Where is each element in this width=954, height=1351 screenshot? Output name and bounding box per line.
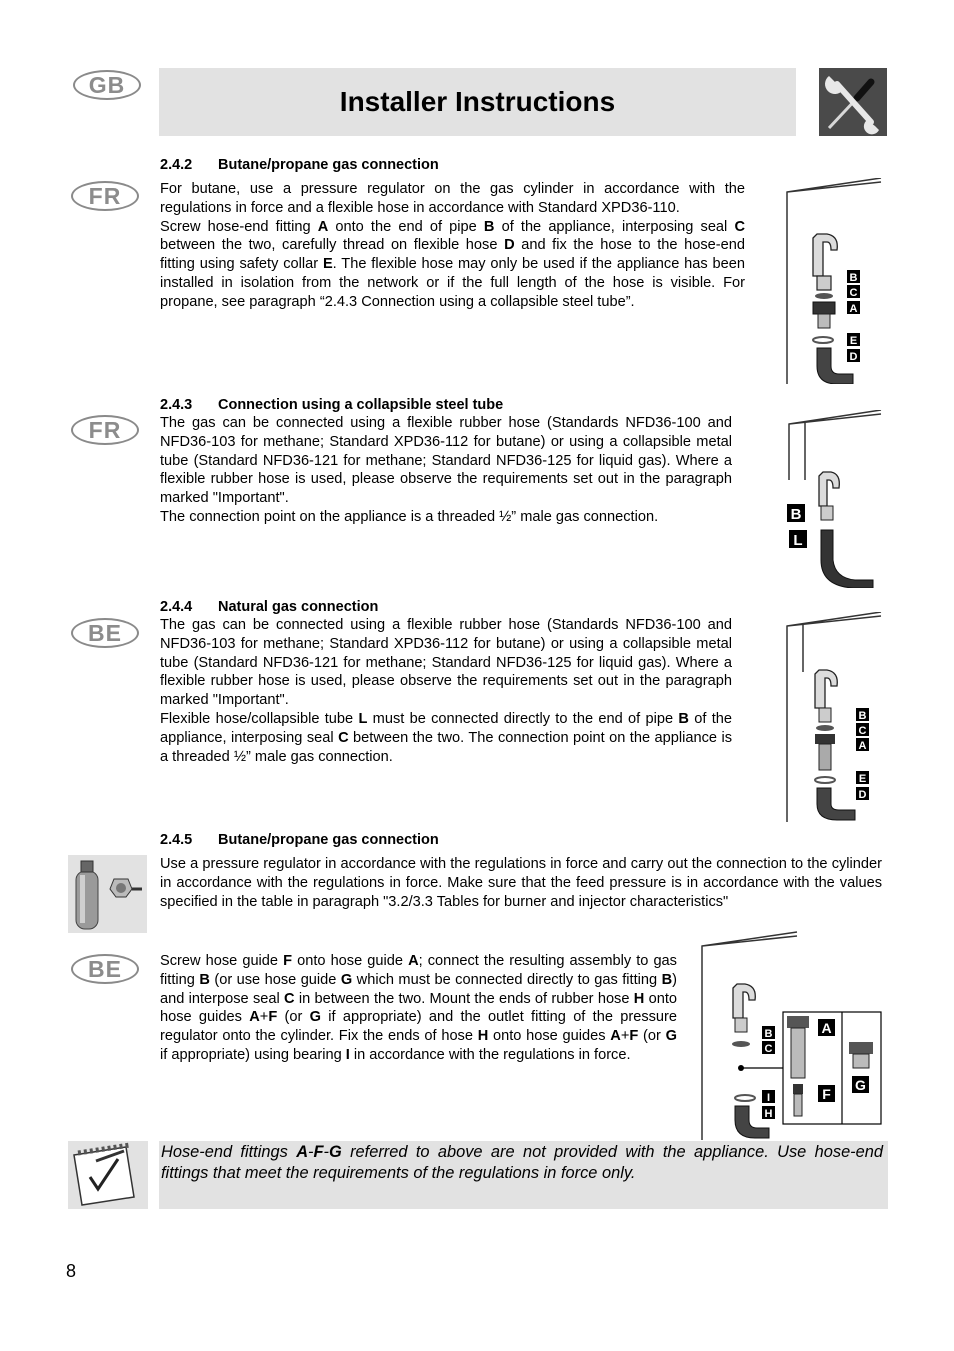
figure-label-b <box>787 504 805 523</box>
svg-text:C: C <box>764 1043 773 1055</box>
svg-text:B: B <box>764 1028 773 1040</box>
country-badge-fr: FR <box>71 415 139 445</box>
svg-text:E: E <box>858 773 867 785</box>
svg-text:H: H <box>764 1108 773 1120</box>
svg-text:D: D <box>849 351 858 363</box>
figure-label-b <box>856 708 869 722</box>
svg-text:E: E <box>849 335 858 347</box>
svg-text:A: A <box>849 303 858 315</box>
note-pad-icon <box>68 1141 148 1209</box>
svg-text:D: D <box>858 789 867 801</box>
section-paragraph: The gas can be connected using a flexible rubber hose (Standards NFD36-100 and NFD36-103 for methane; Standard XPD36-112 for butane) or using a collapsible metal tube (Standard NFD36-121 for methane; Standard NFD36-125 for liquid gas). Where a flexible rubber hose is used, please observe the requirements set out in the paragraph marked "Important". The connection point on the appliance is a threaded ½” male gas connection. <box>160 415 732 525</box>
figure-label-b <box>762 1026 775 1040</box>
svg-text:A: A <box>821 1020 832 1036</box>
section-paragraph: Screw hose guide F onto hose guide A; connect the resulting assembly to gas fitting B (or use hose guide G which must be connected directly to gas fitting B) and interpose seal C in between the two. Mount the ends of rubber hose H onto hose guides A+F (or G if appropriate) and the outlet fitting of the pressure regulator onto the cylinder. Fix the ends of hose H onto hose guides A+F (or G if appropriate) using bearing I in accordance with the regulations in force. <box>160 953 678 1063</box>
country-badge-be: BE <box>71 618 139 648</box>
page-title: Installer Instructions <box>339 86 616 117</box>
country-badge-fr: FR <box>71 181 139 211</box>
svg-text:F: F <box>822 1086 831 1102</box>
section-heading: 2.4.4 Natural gas connection <box>160 599 379 615</box>
section-paragraph: For butane, use a pressure regulator on the gas cylinder in accordance with the regulations in force and a flexible hose in accordance with Standard XPD36-110. Screw hose-end fitting A onto the end of pipe B of the appliance, interposing seal C between the two, carefully thread on flexible hose D and fix the hose to the hose-end fitting using safety collar E. The flexible hose may only be used if the appliance has been installed in isolation from the network or if the full length of the hose is visible. For propane, see paragraph “2.4.3 Connection using a collapsible steel tube”. <box>160 181 745 310</box>
svg-text:L: L <box>793 532 803 549</box>
figure-label-a <box>856 738 869 752</box>
connection-diagram-3 <box>783 612 883 822</box>
note-text: Hose-end fittings A-F-G referred to above are not provided with the appliance. Use hose-end fittings that meet the requirements of the regulations in force only. <box>161 1143 883 1182</box>
figure-label-i <box>762 1090 775 1104</box>
figure-label-d <box>847 349 860 363</box>
gas-cylinder-icon <box>68 855 147 933</box>
svg-text:G: G <box>855 1077 866 1093</box>
connection-diagram-1 <box>783 178 883 384</box>
svg-text:I: I <box>766 1092 771 1104</box>
figure-label-c <box>856 723 869 737</box>
figure-label-e <box>847 333 860 347</box>
figure-label-b <box>847 270 860 284</box>
figure-label-a <box>847 301 860 315</box>
section-paragraph: The gas can be connected using a flexible rubber hose (Standards NFD36-100 and NFD36-103 for methane; Standard XPD36-112 for butane) or using a collapsible metal tube (Standard NFD36-121 for methane; Standard NFD36-125 for liquid gas). Where a flexible rubber hose is used, please observe the requirements set out in the paragraph marked "Important". Flexible hose/collapsible tube L must be connected directly to the end of pipe B of the appliance, interposing seal C between the two. The connection point on the appliance is a threaded ½” male gas connection. <box>160 617 732 765</box>
figure-label-l <box>789 530 807 549</box>
section-heading: 2.4.5 Butane/propane gas connection <box>160 832 439 848</box>
connection-diagram-4 <box>699 930 883 1140</box>
connection-diagram-2 <box>783 410 883 588</box>
svg-text:C: C <box>858 725 867 737</box>
figure-label-h <box>762 1106 775 1120</box>
svg-text:B: B <box>849 272 858 284</box>
figure-label-f <box>818 1085 835 1102</box>
country-badge-be: BE <box>71 954 139 984</box>
figure-label-d <box>856 787 869 801</box>
header-bar <box>159 68 796 136</box>
svg-text:B: B <box>790 506 802 523</box>
page-number: 8 <box>66 1261 77 1281</box>
svg-text:A: A <box>858 740 867 752</box>
section-paragraph: Use a pressure regulator in accordance with the regulations in force and carry out the connection to the cylinder in accordance with the regulations in force. Make sure that the feed pressure is in accordance with the values specified in the table in paragraph "3.2/3.3 Tables for burner and injector characteristics" <box>160 856 882 910</box>
section-heading: 2.4.3 Connection using a collapsible steel tube <box>160 397 504 413</box>
figure-label-e <box>856 771 869 785</box>
country-badge-gb: GB <box>73 70 141 100</box>
figure-label-g <box>852 1076 869 1093</box>
svg-text:B: B <box>858 710 867 722</box>
figure-label-a <box>818 1019 835 1036</box>
figure-label-c <box>847 285 860 299</box>
tools-icon <box>819 68 887 136</box>
svg-text:C: C <box>849 287 858 299</box>
note-panel <box>159 1141 888 1209</box>
section-heading: 2.4.2 Butane/propane gas connection <box>160 157 439 173</box>
figure-label-c <box>762 1041 775 1055</box>
